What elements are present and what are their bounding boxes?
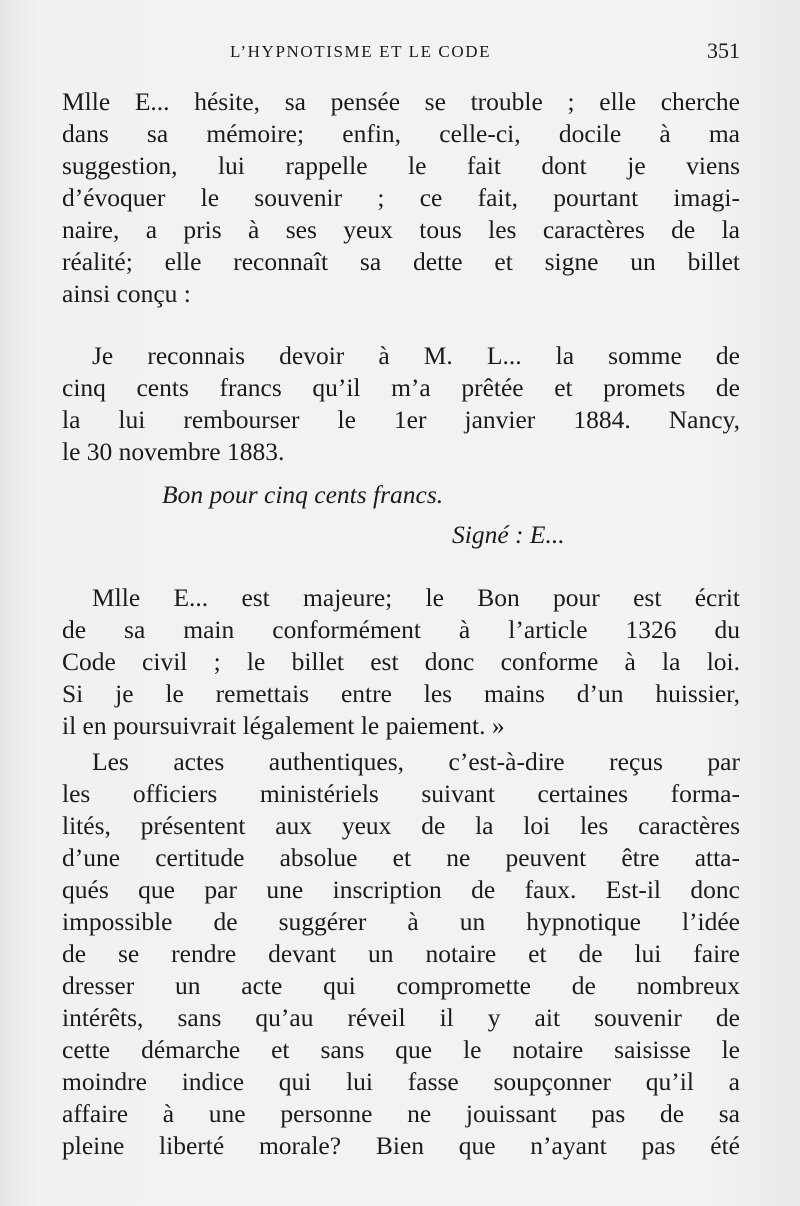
page-number: 351 [707,38,740,63]
text-line: naire, a pris à ses yeux tous les caractères de la [62,215,740,244]
text-line: le 30 novembre 1883. [62,437,285,466]
text-line: qués que par une inscription de faux. Est-il donc [62,875,740,904]
text-line: intérêts, sans qu’au réveil il y ait souvenir de [62,1003,740,1032]
text-line: Code civil ; le billet est donc conforme à la loi. [62,647,740,676]
bon-pour-line: Bon pour cinq cents francs. [162,480,444,509]
signature-line: Signé : E... [452,520,565,549]
text-line: cette démarche et sans que le notaire saisisse le [62,1035,740,1064]
text-line: les officiers ministériels suivant certaines forma- [62,779,740,808]
paragraph-actes [62,778,740,1162]
paragraph-majeure [62,614,740,742]
text-line: il en poursuivrait légalement le paiement. » [62,711,505,740]
text-line: affaire à une personne ne jouissant pas de sa [62,1099,740,1128]
text-line: ainsi conçu : [62,279,191,308]
paragraph-actes-first [92,746,740,778]
text-line: suggestion, lui rappelle le fait dont je viens [62,151,740,180]
text-line: Mlle E... est majeure; le Bon pour est écrit [92,583,740,612]
running-title: L’HYPNOTISME ET LE CODE [230,42,492,61]
text-line: la lui rembourser le 1er janvier 1884. Nancy, [62,405,740,434]
text-line: impossible de suggérer à un hypnotique l’idée [62,907,740,936]
text-line: moindre indice qui lui fasse soupçonner qu’il a [62,1067,740,1096]
paragraph-majeure-first [92,582,740,614]
text-line: réalité; elle reconnaît sa dette et signe un billet [62,247,740,276]
text-line: d’une certitude absolue et ne peuvent être atta- [62,843,740,872]
text-line: Mlle E... hésite, sa pensée se trouble ; elle cherche [62,87,740,116]
billet-text-continued [62,372,740,468]
text-line: dresser un acte qui compromette de nombreux [62,971,740,1000]
text-line: lités, présentent aux yeux de la loi les caractères [62,811,740,840]
text-line: d’évoquer le souvenir ; ce fait, pourtant imagi- [62,183,740,212]
text-line: de se rendre devant un notaire et de lui faire [62,939,740,968]
text-line: Si je le remettais entre les mains d’un huissier, [62,679,740,708]
text-line: dans sa mémoire; enfin, celle-ci, docile à ma [62,119,740,148]
paragraph-suggestion [62,86,740,310]
text-line: Les actes authentiques, c’est-à-dire reçus par [92,747,740,776]
running-head [60,38,740,68]
text-line: Je reconnais devoir à M. L... la somme de [92,341,740,370]
text-line: pleine liberté morale? Bien que n’ayant pas été [62,1131,740,1160]
text-line: de sa main conformément à l’article 1326 du [62,615,740,644]
billet-text [92,340,740,372]
text-line: cinq cents francs qu’il m’a prêtée et promets de [62,373,740,402]
